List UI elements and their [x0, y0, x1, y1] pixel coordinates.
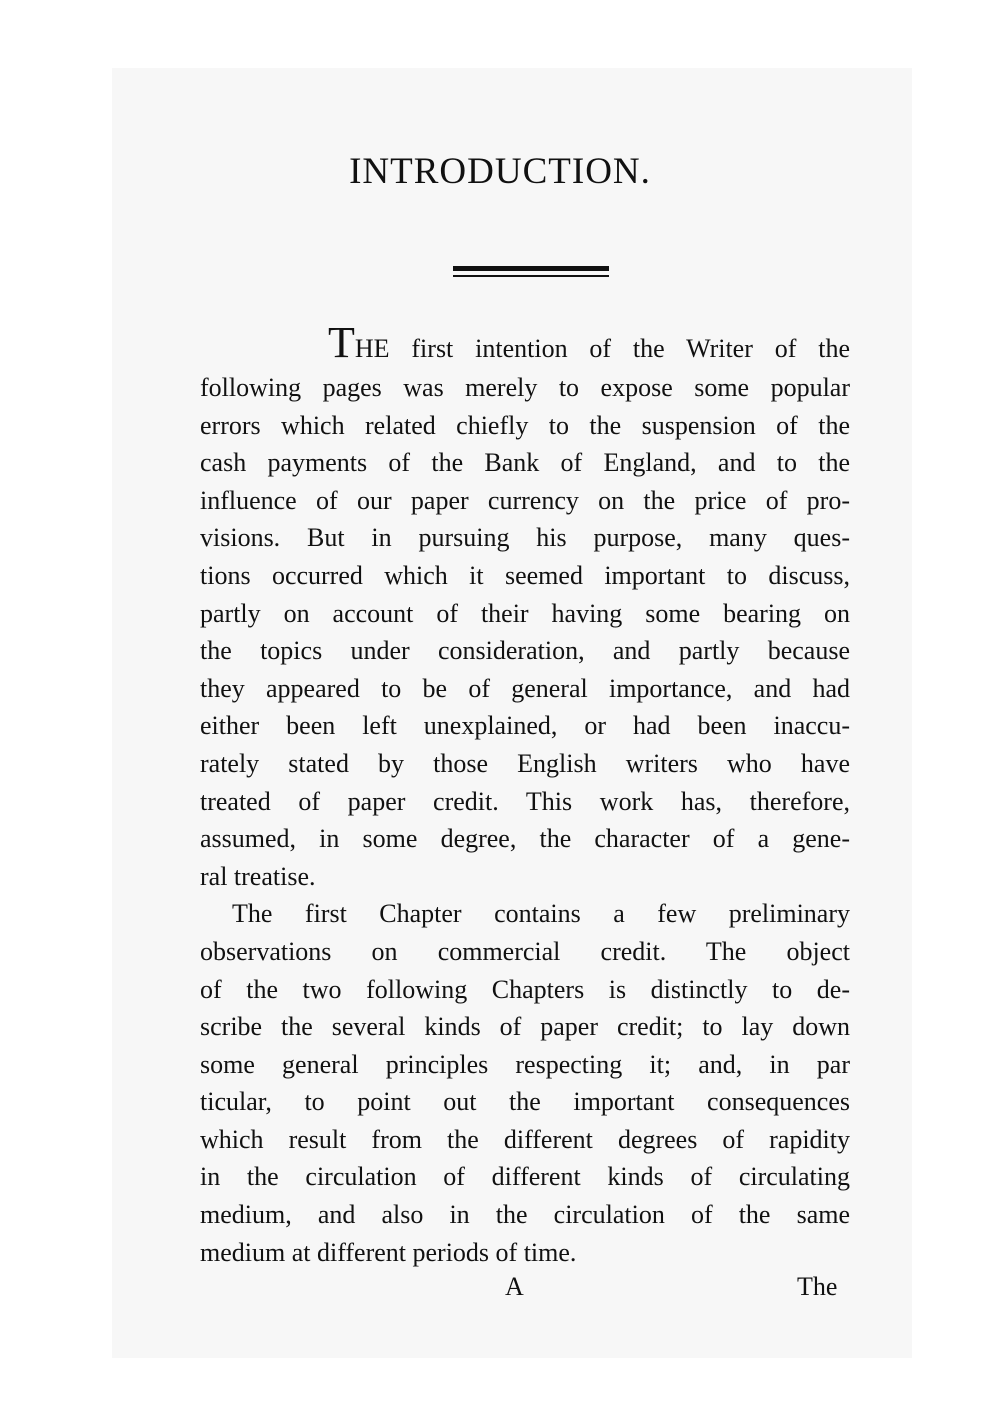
text-line: some general principles respecting it; and, in par	[200, 1049, 850, 1079]
text-line: scribe the several kinds of paper credit; to lay down	[200, 1012, 850, 1042]
text-line: in the circulation of different kinds of circulating	[200, 1162, 850, 1192]
text-line: THE first intention of the Writer of the	[328, 318, 850, 367]
text-line: medium at different periods of time.	[200, 1237, 577, 1267]
text-line: medium, and also in the circulation of the same	[200, 1200, 850, 1230]
text-line: tions occurred which it seemed important to discuss,	[200, 560, 850, 590]
text-line: the topics under consideration, and partly because	[200, 636, 850, 666]
page-title: INTRODUCTION.	[349, 151, 651, 192]
catchword: The	[797, 1272, 838, 1301]
text-line: assumed, in some degree, the character of a gene-	[200, 824, 850, 854]
text-line: treated of paper credit. This work has, therefore,	[200, 786, 850, 816]
title-rule-thick	[453, 266, 609, 271]
page-footer	[0, 1272, 1000, 1308]
text-line: rately stated by those English writers who have	[200, 748, 850, 778]
signature-mark: A	[505, 1272, 524, 1301]
text-line: visions. But in pursuing his purpose, many ques-	[200, 523, 850, 553]
text-line: which result from the different degrees of rapidity	[200, 1124, 850, 1154]
text-line: following pages was merely to expose some popular	[200, 373, 850, 402]
text-line: they appeared to be of general importance, and had	[200, 673, 850, 703]
text-line: errors which related chiefly to the suspension of the	[200, 410, 850, 440]
body-text	[200, 318, 850, 1271]
text-line: influence of our paper currency on the price of pro-	[200, 485, 850, 515]
text-line: cash payments of the Bank of England, and to the	[200, 448, 850, 478]
text-line: partly on account of their having some bearing on	[200, 598, 850, 628]
paragraph	[200, 895, 850, 1271]
text-line: either been left unexplained, or had been inaccu-	[200, 711, 850, 741]
paragraph	[200, 318, 850, 895]
text-line: ral treatise.	[200, 861, 316, 891]
title-rule-thin	[453, 275, 609, 277]
text-line: ticular, to point out the important consequences	[200, 1087, 850, 1117]
drop-cap: T	[328, 318, 355, 367]
text-line: The first Chapter contains a few preliminary	[232, 899, 850, 929]
text-line: of the two following Chapters is distinctly to de-	[200, 974, 850, 1004]
text-line: observations on commercial credit. The object	[200, 936, 850, 966]
